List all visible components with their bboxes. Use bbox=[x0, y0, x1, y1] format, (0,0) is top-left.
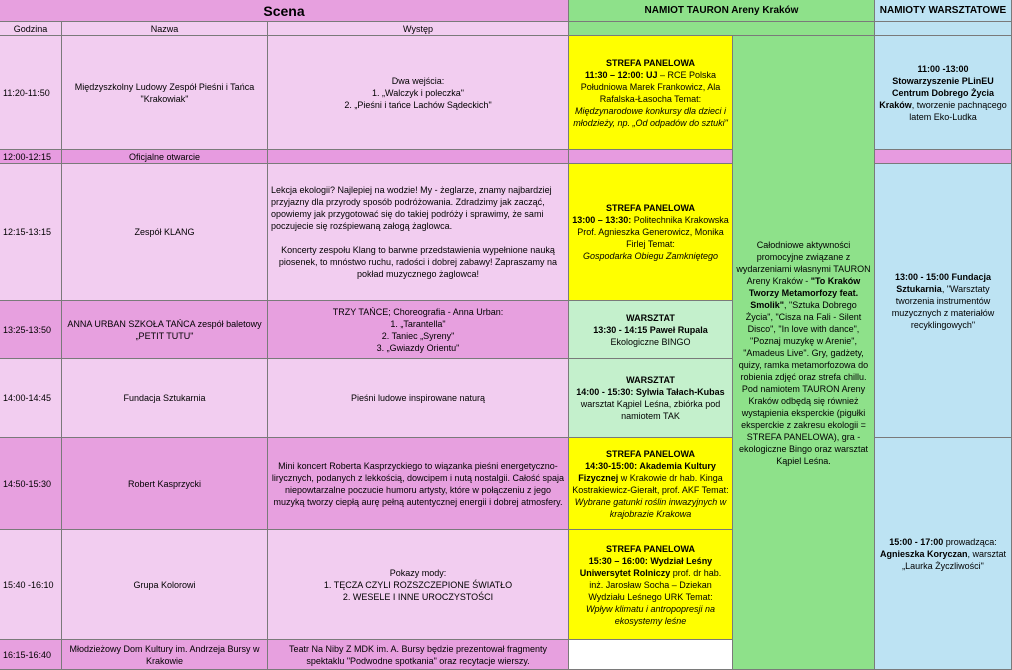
workshop-cell bbox=[875, 164, 1012, 438]
performance-item: 2. „Pieśni i tańce Lachów Sądeckich" bbox=[344, 99, 492, 110]
workshop-text: Ekologiczne BINGO bbox=[610, 336, 691, 347]
performance-paragraph: Koncerty zespołu Klang to barwne przedstawienia wypełnione nauką piosenek, to mnóstwo ruchu, radości i dobrej zabawy! Zapraszamy na pokład muzycznego żaglowca! bbox=[278, 245, 558, 279]
performance-cell bbox=[268, 530, 569, 640]
header-tauron-blank bbox=[569, 22, 875, 36]
workshop-cell bbox=[569, 359, 733, 438]
panel-cell bbox=[569, 36, 733, 150]
panel-time: 15:30 – 16:00: Wydział Leśny Uniwersytet Rolniczy bbox=[579, 555, 713, 578]
panel-text: – RCE Polska Południowa Marek Frankowicz, Ala Rafalska-Łasocha Temat: bbox=[580, 69, 721, 104]
panel-title: STREFA PANELOWA bbox=[605, 543, 695, 554]
panel-title: STREFA PANELOWA bbox=[605, 57, 695, 68]
header-namiot-tauron: NAMIOT TAURON Areny Kraków bbox=[569, 0, 875, 22]
name-cell: Grupa Kolorowi bbox=[62, 530, 268, 640]
tauron-blank bbox=[569, 640, 733, 670]
workshop-line: 14:00 - 15:30: Sylwia Tałach-Kubas bbox=[576, 387, 725, 397]
performance-intro: TRZY TAŃCE; Choreografia - Anna Urban: bbox=[332, 306, 504, 317]
name-cell: Zespół KLANG bbox=[62, 164, 268, 301]
workshop-blank bbox=[875, 150, 1012, 164]
panel-title: STREFA PANELOWA bbox=[605, 203, 695, 213]
workshop-title: WARSZTAT bbox=[626, 312, 675, 323]
allday-activities bbox=[733, 36, 875, 670]
panel-text: w Krakowie dr hab. Kinga Kostrakiewicz-Gierałt, prof. AKF Temat: bbox=[572, 472, 729, 495]
header-scena: Scena bbox=[0, 0, 569, 22]
name-cell: Oficjalne otwarcie bbox=[62, 150, 268, 164]
time-cell: 11:20-11:50 bbox=[0, 36, 62, 150]
workshop-time: 13:00 - 15:00 Fundacja Sztukarnia bbox=[894, 271, 992, 294]
time-cell: 15:40 -16:10 bbox=[0, 530, 62, 640]
panel-cell bbox=[569, 438, 733, 530]
panel-text: prof. dr hab. inż. Jarosław Socha – Dziekan Wydziału Leśnego URK Temat: bbox=[588, 567, 722, 602]
time-cell: 14:00-14:45 bbox=[0, 359, 62, 438]
performance-cell bbox=[268, 164, 569, 301]
name-cell: Młodzieżowy Dom Kultury im. Andrzeja Bursy w Krakowie bbox=[62, 640, 268, 670]
panel-text: Politechnika Krakowska Prof. Agnieszka Generowicz, Monika Firlej Temat: bbox=[577, 215, 729, 249]
performance-item: 1. TĘCZA CZYLI ROZSZCZEPIONE ŚWIATŁO bbox=[323, 579, 513, 590]
time-cell: 13:25-13:50 bbox=[0, 301, 62, 359]
performance-cell bbox=[268, 150, 569, 164]
time-cell: 14:50-15:30 bbox=[0, 438, 62, 530]
allday-highlight: "To Kraków Tworzy Metamorfozy feat. Smolik" bbox=[748, 275, 861, 310]
name-cell: ANNA URBAN SZKOŁA TAŃCA zespół baletowy „PETIT TUTU" bbox=[62, 301, 268, 359]
workshop-text: , "Warsztaty tworzenia instrumentów muzycznych z materiałów recyklingowych" bbox=[891, 283, 995, 330]
workshop-time: 15:00 - 17:00 bbox=[889, 536, 944, 547]
name-cell: Fundacja Sztukarnia bbox=[62, 359, 268, 438]
header-godzina: Godzina bbox=[0, 22, 62, 36]
performance-cell bbox=[268, 301, 569, 359]
panel-topic: Wpływ klimatu i antropopresji na ekosystemy leśne bbox=[585, 603, 716, 626]
panel-topic: Wybrane gatunki roślin inwazyjnych w krajobrazie Krakowa bbox=[574, 496, 727, 519]
performance-item: 1. „Tarantella" bbox=[390, 318, 446, 329]
allday-text: Całodniowe aktywności promocyjne związane z wydarzeniami własnymi TAURON Areny Kraków - bbox=[736, 239, 871, 286]
workshop-text: prowadząca: bbox=[943, 536, 997, 547]
panel-time: 13:00 – 13:30: bbox=[572, 215, 632, 225]
workshop-cell bbox=[875, 438, 1012, 670]
workshop-org: Stowarzyszenie PLinEU Centrum Dobrego Życia Kraków bbox=[879, 75, 994, 110]
workshop-leader: Agnieszka Koryczan bbox=[879, 548, 968, 559]
panel-topic: Gospodarka Obiegu Zamkniętego bbox=[582, 251, 719, 261]
performance-cell: Pieśni ludowe inspirowane naturą bbox=[268, 359, 569, 438]
time-cell: 16:15-16:40 bbox=[0, 640, 62, 670]
workshop-text: , tworzenie pachnącego latem Eko-Ludka bbox=[909, 99, 1007, 122]
workshop-cell bbox=[875, 36, 1012, 150]
performance-item: 3. „Gwiazdy Orientu" bbox=[376, 342, 460, 353]
time-cell: 12:15-13:15 bbox=[0, 164, 62, 301]
tauron-blank bbox=[569, 150, 733, 164]
performance-intro: Pokazy mody: bbox=[389, 567, 447, 578]
header-warsztaty-blank bbox=[875, 22, 1012, 36]
panel-time: 11:30 – 12:00: UJ bbox=[584, 69, 658, 80]
performance-cell: Teatr Na Niby Z MDK im. A. Bursy będzie prezentował fragmenty spektaklu "Podwodne spotkania" oraz recytacje wierszy. bbox=[268, 640, 569, 670]
performance-item: 2. Taniec „Syreny" bbox=[381, 330, 455, 341]
workshop-text: warsztat Kąpiel Leśna, zbiórka pod namiotem TAK bbox=[580, 399, 721, 421]
performance-item: 2. WESELE I INNE UROCZYSTOŚCI bbox=[342, 591, 494, 602]
panel-title: STREFA PANELOWA bbox=[605, 448, 695, 459]
header-nazwa: Nazwa bbox=[62, 22, 268, 36]
panel-cell bbox=[569, 530, 733, 640]
time-cell: 12:00-12:15 bbox=[0, 150, 62, 164]
performance-intro: Dwa wejścia: bbox=[391, 75, 445, 86]
workshop-time: 11:00 -13:00 bbox=[917, 63, 969, 74]
workshop-title: WARSZTAT bbox=[626, 375, 675, 385]
allday-text: , "Sztuka Dobrego Życia", "Cisza na Fali - Silent Disco", "In love with dance", "Poznaj muzykę w Arenie", "Amadeus Live". Gry, gadżety, quizy, ramka metamorfozowa do robienia zdjęć oraz strefa chillu. Pod namiotem TAURON Areny Kraków odbędą się również wystąpienia eksperckie (pigułki eksperckie z zakresu ekologii = STREFA PANELOWA), gra - ekologiczne Bingo oraz warsztat Kąpiel Leśna. bbox=[738, 299, 869, 466]
workshop-cell bbox=[569, 301, 733, 359]
panel-cell bbox=[569, 164, 733, 301]
workshop-text: , warsztat „Laurka Życzliwości" bbox=[902, 548, 1007, 571]
panel-topic: Międzynarodowe konkursy dla dzieci i młodzieży, np. „Od odpadów do sztuki" bbox=[573, 105, 728, 128]
name-cell: Międzyszkolny Ludowy Zespół Pieśni i Tańca "Krakowiak" bbox=[62, 36, 268, 150]
performance-cell bbox=[268, 36, 569, 150]
performance-cell: Mini koncert Roberta Kasprzyckiego to wiązanka pieśni energetyczno-lirycznych, podanych z lekkością, dowcipem i nutą nostalgii. Całość spaja niepowtarzalne poczucie humoru artysty, które w połączeniu z jego muzyką tworzy ciepłą aurę pełną autentycznej energii i dobrej atmosfery. bbox=[268, 438, 569, 530]
performance-paragraph: Lekcja ekologii? Najlepiej na wodzie! My - żeglarze, znamy najbardziej przyjazny dla przyrody sposób podróżowania. Zdradzimy jak zacząć, opowiemy jak przygotować się do takiej podróży i sprawimy, że sami poczujecie się rozśpiewaną załogą żaglowca. bbox=[271, 185, 552, 231]
header-namioty-warsztatowe: NAMIOTY WARSZTATOWE bbox=[875, 0, 1012, 22]
workshop-line: 13:30 - 14:15 Paweł Rupala bbox=[593, 324, 708, 335]
performance-item: 1. „Walczyk i poleczka" bbox=[372, 87, 464, 98]
name-cell: Robert Kasprzycki bbox=[62, 438, 268, 530]
panel-time: 14:30-15:00: Akademia Kultury Fizycznej bbox=[578, 460, 716, 483]
header-wystep: Występ bbox=[268, 22, 569, 36]
